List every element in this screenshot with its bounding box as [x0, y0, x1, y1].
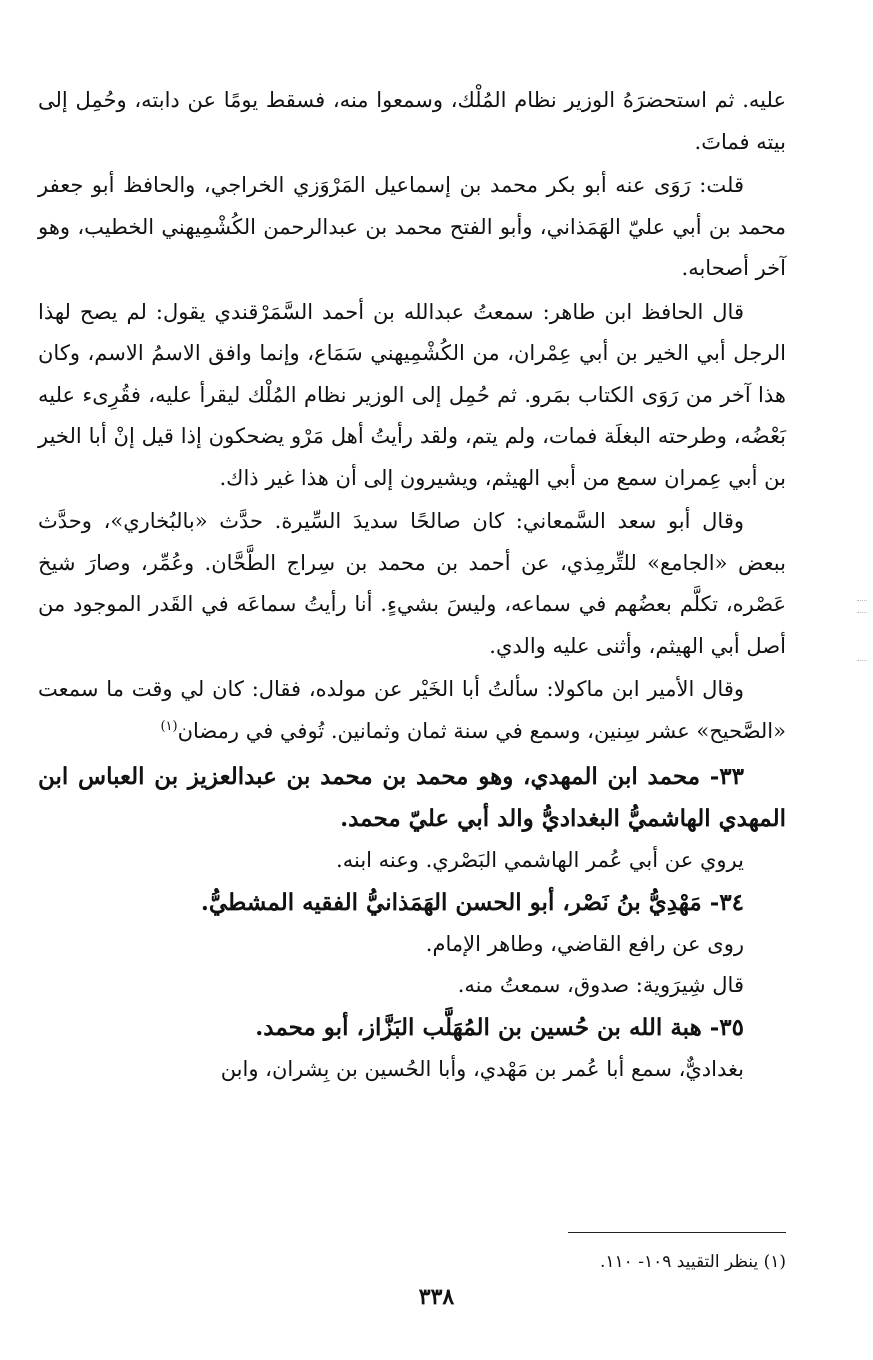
- scan-edge-mark: [857, 612, 867, 613]
- paragraph-ibn-makula: [38, 669, 786, 752]
- entry-35-heading: ٣٥- هبة الله بن حُسين بن المُهَلَّب البَزَّاز، أبو محمد.: [255, 1013, 744, 1041]
- footnote: (١) ينظر التقييد ١٠٩- ١١٠.: [599, 1252, 786, 1272]
- scan-edge-mark: [857, 600, 867, 601]
- paragraph-samani: وقال أبو سعد السَّمعاني: كان صالحًا سديدَ السِّيرة. حدَّث «بالبُخاري»، وحدَّث ببعض «الجامع» للتِّرمِذي، عن أحمد بن محمد بن سِراج الطَّحَّان. وعُمِّر، وصارَ شيخ عَصْره، تكلَّم بعضُهم في سماعه، وليسَ بشيءٍ. أنا رأيتُ سماعَه في القَدر الموجود من أصل أبي الهيثم، وأثنى عليه والدي.: [38, 509, 786, 658]
- entry-33-heading: ٣٣- محمد ابن المهدي، وهو محمد بن محمد بن عبدالعزيز بن العباس ابن المهدي الهاشميُّ البغداديُّ والد أبي عليّ محمد.: [38, 763, 786, 832]
- entry-33-text: يروي عن أبي عُمر الهاشمي البَصْري. وعنه ابنه.: [336, 848, 744, 872]
- paragraph-continuation: عليه. ثم استحضرَهُ الوزير نظام المُلْك، وسمعوا منه، فسقط يومًا عن دابته، وحُمِل إلى بيته فماتَ.: [38, 88, 786, 154]
- page-body: [38, 80, 786, 1090]
- footnote-divider: [568, 1232, 786, 1233]
- footnote-reference: (١): [160, 718, 178, 734]
- paragraph-ibn-tahir: قال الحافظ ابن طاهر: سمعتُ عبدالله بن أحمد السَّمَرْقندي يقول: لم يصح لهذا الرجل أبي الخير بن أبي عِمْران، من الكُشْمِيهني سَمَاع، وإنما وافق الاسمُ الاسم، وكان هذا آخر من رَوَى الكتاب بمَرو. ثم حُمِل إلى الوزير نظام المُلْك ليقرأ عليه، فقُرِىء عليه بَعْضُه، وطرحته البغلَة فمات، ولم يتم، ولقد رأيتُ أهل مَرْو يضحكون إذا قيل إنْ أبا الخير بن أبي عِمران سمع من أبي الهيثم، ويشيرون إلى أن هذا غير ذاك.: [38, 299, 787, 490]
- entry-34-heading: ٣٤- مَهْدِيُّ بنُ نَصْر، أبو الحسن الهَمَذانيُّ الفقيه المشطيُّ.: [200, 888, 744, 916]
- scan-edge-mark: [857, 660, 867, 661]
- entry-34-text-1: روى عن رافع القاضي، وطاهر الإمام.: [425, 931, 744, 956]
- paragraph-narrators: قلت: رَوَى عنه أبو بكر محمد بن إسماعيل المَرْوَزي الخراجي، والحافظ أبو جعفر محمد بن أبي عليّ الهَمَذاني، وأبو الفتح محمد بن عبدالرحمن الكُشْمِيهني الخطيب، وهو آخر أصحابه.: [38, 173, 786, 280]
- entry-35-text: بغداديٌّ، سمع أبا عُمر بن مَهْدي، وأبا الحُسين بن بِشران، وابن: [220, 1056, 744, 1081]
- paragraph-ibn-makula-text: وقال الأمير ابن ماكولا: سألتُ أبا الخَيْر عن مولده، فقال: كان لي وقت ما سمعت «الصَّحيح» عشر سِنين، وسمع في سنة ثمان وثمانين. تُوفي في رمضان: [38, 677, 786, 743]
- page-number: ٣٣٨: [418, 1284, 455, 1310]
- entry-34-text-2: قال شِيرَوية: صدوق، سمعتُ منه.: [457, 973, 744, 997]
